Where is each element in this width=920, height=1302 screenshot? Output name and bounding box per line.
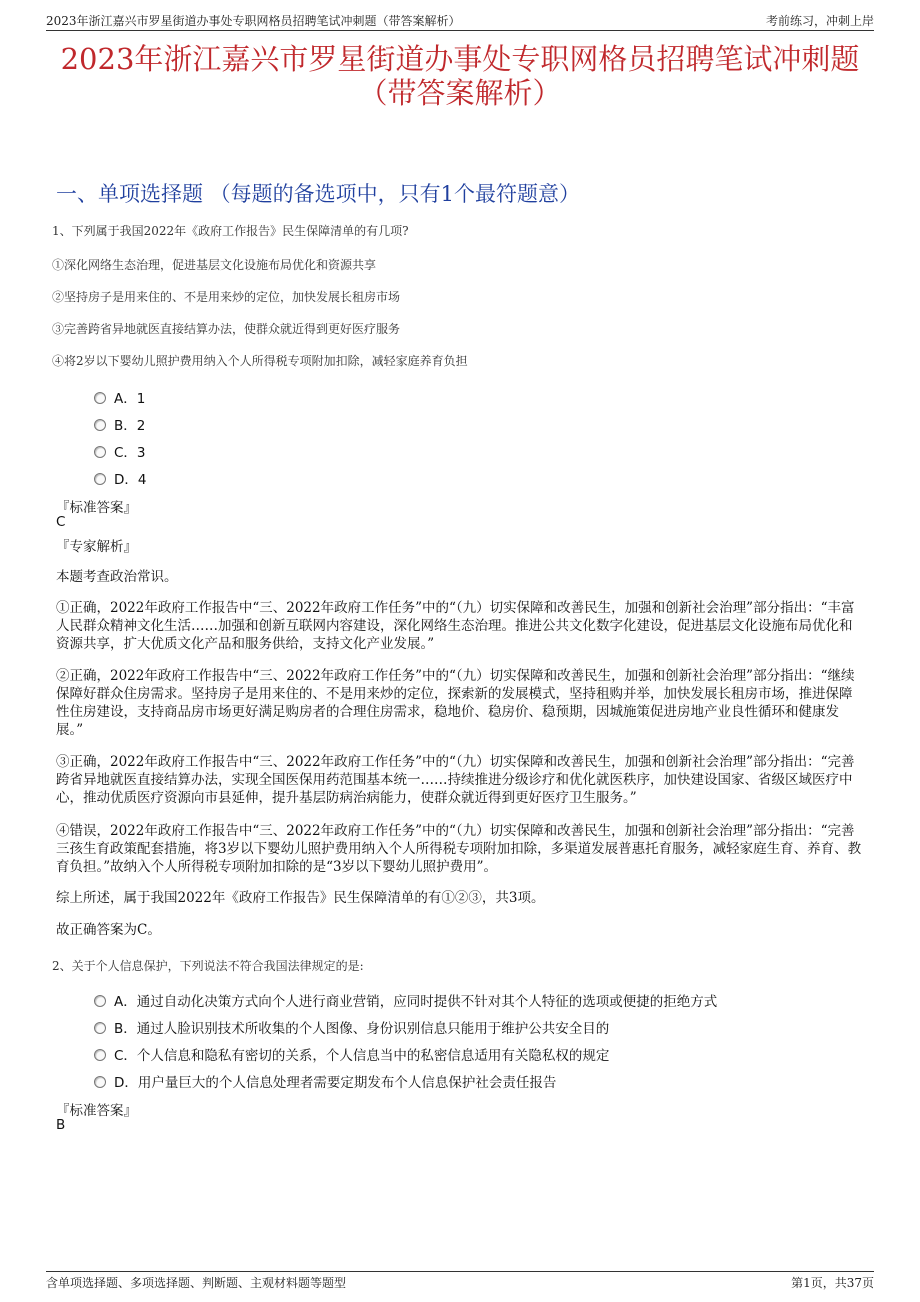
option-label: B．通过人脸识别技术所收集的个人图像、身份识别信息只能用于维护公共安全目的 bbox=[114, 1021, 610, 1037]
radio-icon[interactable] bbox=[94, 1076, 106, 1088]
q2-option-b[interactable] bbox=[94, 1017, 609, 1037]
section-heading: 一、单项选择题 （每题的备选项中，只有1个最符题意） bbox=[56, 182, 581, 206]
q1-stem: 1、下列属于我国2022年《政府工作报告》民生保障清单的有几项? bbox=[52, 224, 409, 238]
radio-icon[interactable] bbox=[94, 419, 106, 431]
radio-icon[interactable] bbox=[94, 473, 106, 485]
radio-icon[interactable] bbox=[94, 1049, 106, 1061]
radio-icon[interactable] bbox=[94, 1022, 106, 1034]
analysis-paragraph: 本题考查政治常识。 bbox=[56, 569, 178, 585]
analysis-paragraph: ②正确，2022年政府工作报告中“三、2022年政府工作任务”中的“（九）切实保障和改善民生，加强和创新社会治理”部分指出：“继续保障好群众住房需求。坚持房子是用来住的、不是用来炒的定位，探索新的发展模式，坚持租购并举，加快发展长租房市场，推进保障性住房建设，支持商品房市场更好满足购房者的合理住房需求，稳地价、稳房价、稳预期，因城施策促进房地产业良性循环和健康发展。” bbox=[56, 668, 855, 738]
title-line-1: 2023年浙江嘉兴市罗星街道办事处专职网格员招聘笔试冲刺题 bbox=[60, 42, 860, 76]
q2-answer: B bbox=[56, 1117, 66, 1133]
page-number: 第1页，共37页 bbox=[791, 1276, 874, 1290]
q2-option-c[interactable] bbox=[94, 1044, 609, 1064]
q1-item: ①深化网络生态治理，促进基层文化设施布局优化和资源共享 bbox=[52, 258, 377, 272]
q1-option-a[interactable] bbox=[94, 387, 145, 407]
q1-expert-analysis-label: 『专家解析』 bbox=[56, 539, 137, 555]
analysis-paragraph: ④错误，2022年政府工作报告中“三、2022年政府工作任务”中的“（九）切实保障和改善民生，加强和创新社会治理”部分指出：“完善三孩生育政策配套措施，将3岁以下婴幼儿照护费用纳入个人所得税专项附加扣除，多渠道发展普惠托育服务，减轻家庭生育、养育、教育负担。”故纳入个人所得税专项附加扣除的是“3岁以下婴幼儿照护费用”。 bbox=[56, 823, 862, 875]
q1-answer: C bbox=[56, 514, 66, 530]
page-header bbox=[46, 10, 874, 31]
option-label: D．4 bbox=[114, 472, 147, 488]
q2-standard-answer-label: 『标准答案』 bbox=[56, 1103, 137, 1119]
q1-standard-answer-label: 『标准答案』 bbox=[56, 500, 137, 516]
radio-icon[interactable] bbox=[94, 392, 106, 404]
page-footer bbox=[46, 1271, 874, 1292]
header-slogan: 考前练习，冲刺上岸 bbox=[765, 14, 874, 28]
q2-stem: 2、关于个人信息保护，下列说法不符合我国法律规定的是: bbox=[52, 959, 364, 973]
radio-icon[interactable] bbox=[94, 446, 106, 458]
q1-item: ②坚持房子是用来住的、不是用来炒的定位，加快发展长租房市场 bbox=[52, 290, 401, 304]
page-title bbox=[0, 42, 920, 110]
option-label: B．2 bbox=[114, 418, 146, 434]
option-label: D．用户量巨大的个人信息处理者需要定期发布个人信息保护社会责任报告 bbox=[114, 1075, 557, 1091]
q2-option-a[interactable] bbox=[94, 990, 717, 1010]
option-label: A．通过自动化决策方式向个人进行商业营销，应同时提供不针对其个人特征的选项或便捷的拒绝方式 bbox=[114, 994, 718, 1010]
q1-option-d[interactable] bbox=[94, 468, 146, 488]
option-label: C．3 bbox=[114, 445, 146, 461]
analysis-paragraph: ③正确，2022年政府工作报告中“三、2022年政府工作任务”中的“（九）切实保障和改善民生，加强和创新社会治理”部分指出：“完善跨省异地就医直接结算办法，实现全国医保用药范围基本统一……持续推进分级诊疗和优化就医秩序，加快建设国家、省级区域医疗中心，推动优质医疗资源向市县延伸，提升基层防病治病能力，使群众就近得到更好医疗卫生服务。” bbox=[56, 754, 855, 806]
q2-option-d[interactable] bbox=[94, 1071, 556, 1091]
analysis-paragraph: ①正确，2022年政府工作报告中“三、2022年政府工作任务”中的“（九）切实保障和改善民生，加强和创新社会治理”部分指出：“丰富人民群众精神文化生活……加强和创新互联网内容建设，深化网络生态治理。推进公共文化数字化建设，促进基层文化设施布局优化和资源共享，扩大优质文化产品和服务供给，支持文化产业发展。” bbox=[56, 600, 855, 652]
q1-option-b[interactable] bbox=[94, 414, 145, 434]
footer-question-types: 含单项选择题、多项选择题、判断题、主观材料题等题型 bbox=[46, 1276, 347, 1290]
analysis-paragraph: 故正确答案为C。 bbox=[56, 922, 161, 938]
q1-option-c[interactable] bbox=[94, 441, 146, 461]
q1-item: ④将2岁以下婴幼儿照护费用纳入个人所得税专项附加扣除，减轻家庭养育负担 bbox=[52, 354, 468, 368]
option-label: C．个人信息和隐私有密切的关系，个人信息当中的私密信息适用有关隐私权的规定 bbox=[114, 1048, 610, 1064]
option-label: A．1 bbox=[114, 391, 146, 407]
analysis-paragraph: 综上所述，属于我国2022年《政府工作报告》民生保障清单的有①②③，共3项。 bbox=[56, 890, 545, 906]
title-line-2: （带答案解析） bbox=[358, 76, 562, 110]
header-doc-title: 2023年浙江嘉兴市罗星街道办事处专职网格员招聘笔试冲刺题（带答案解析） bbox=[46, 14, 461, 28]
radio-icon[interactable] bbox=[94, 995, 106, 1007]
q1-item: ③完善跨省异地就医直接结算办法，使群众就近得到更好医疗服务 bbox=[52, 322, 401, 336]
